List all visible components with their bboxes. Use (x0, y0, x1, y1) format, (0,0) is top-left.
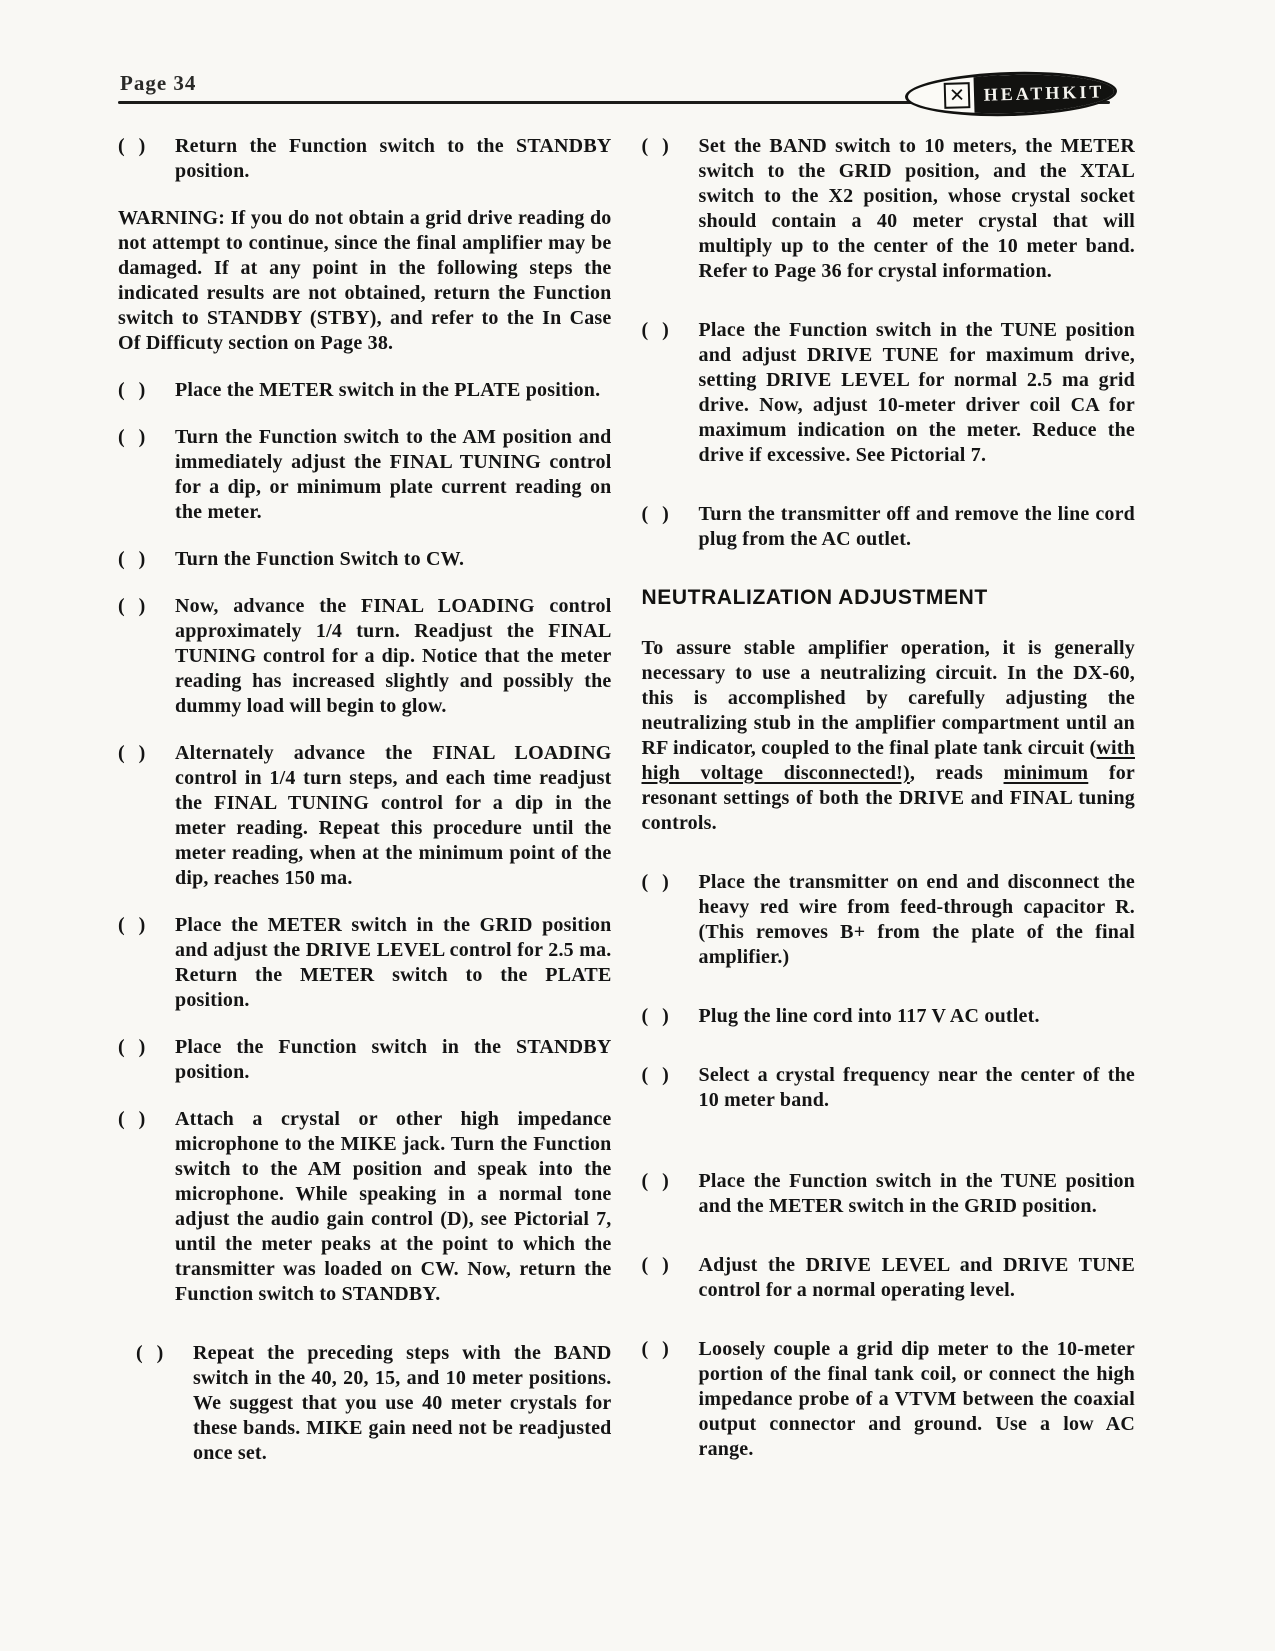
step-text: Attach a crystal or other high impedance microphone to the MIKE jack. Turn the Function switch to the AM position and speak into the microphone. While speaking in a normal tone adjust the audio gain control (D), see Pictorial 7, until the meter peaks at the point to which the transmitter was loaded on CW. Now, return the Function switch to STANDBY. (175, 1108, 612, 1305)
checklist-step (642, 1253, 1136, 1303)
checklist-step (118, 134, 612, 184)
step-text: Place the METER switch in the PLATE position. (175, 379, 601, 401)
checkbox[interactable]: ( ) (641, 503, 669, 525)
checkbox[interactable]: ( ) (641, 1064, 669, 1086)
checklist-step (118, 741, 612, 891)
step-text: Alternately advance the FINAL LOADING control in 1/4 turn steps, and each time readjust the FINAL TUNING control for a dip in the meter reading. Repeat this procedure until the meter reading, when at the minimum point of the dip, reaches 150 ma. (175, 742, 612, 889)
checkbox[interactable]: ( ) (641, 1005, 669, 1027)
checkbox[interactable]: ( ) (118, 135, 146, 157)
checklist-step (118, 1035, 612, 1085)
checkbox[interactable]: ( ) (136, 1342, 164, 1364)
checkbox[interactable]: ( ) (641, 135, 669, 157)
intro-text: for resonant settings of both the DRIVE and FINAL tuning controls. (641, 762, 1135, 834)
checklist-step (642, 1169, 1136, 1219)
checklist-step (642, 502, 1136, 552)
heathkit-logo (904, 69, 1117, 119)
checkbox[interactable]: ( ) (641, 1338, 669, 1360)
checkbox[interactable]: ( ) (118, 742, 146, 764)
warning-paragraph: WARNING: If you do not obtain a grid drive reading do not attempt to continue, since the final amplifier may be damaged. If at any point in the following steps the indicated results are not obtained, return the Function switch to STANDBY (STBY), and refer to the In Case Of Difficuty section on Page 38. (118, 207, 612, 354)
checkbox[interactable]: ( ) (118, 1108, 146, 1130)
step-text: Turn the Function Switch to CW. (175, 548, 465, 570)
checklist-step (118, 594, 612, 719)
logo-left-panel (908, 76, 975, 116)
step-text: Return the Function switch to the STANDBY position. (175, 135, 612, 182)
checklist-step (642, 1004, 1136, 1029)
step-text: Now, advance the FINAL LOADING control approximately 1/4 turn. Readjust the FINAL TUNING control for a dip. Notice that the meter reading has increased slightly and possibly the dummy load will begin to glow. (175, 595, 612, 717)
two-column-body (118, 134, 1135, 1488)
step-text: Adjust the DRIVE LEVEL and DRIVE TUNE control for a normal operating level. (698, 1254, 1135, 1301)
checkbox[interactable]: ( ) (118, 379, 146, 401)
checkbox[interactable]: ( ) (641, 319, 669, 341)
checklist-step (642, 318, 1136, 468)
step-text: Turn the Function switch to the AM position and immediately adjust the FINAL TUNING control for a dip, or minimum plate current reading on the meter. (175, 426, 612, 523)
checkbox[interactable]: ( ) (118, 595, 146, 617)
checkbox[interactable]: ( ) (641, 871, 669, 893)
left-column (118, 134, 612, 1488)
page-number: Page 34 (120, 71, 197, 95)
step-text: Plug the line cord into 117 V AC outlet. (698, 1005, 1040, 1027)
step-text: Turn the transmitter off and remove the line cord plug from the AC outlet. (698, 503, 1135, 550)
section-heading: NEUTRALIZATION ADJUSTMENT (641, 586, 988, 609)
step-text: Repeat the preceding steps with the BAND switch in the 40, 20, 15, and 10 meter positions. We suggest that you use 40 meter crystals for these bands. MIKE gain need not be readjusted once set. (193, 1342, 612, 1464)
step-text: Place the transmitter on end and disconnect the heavy red wire from feed-through capacitor R. (This removes B+ from the plate of the final amplifier.) (698, 871, 1135, 968)
intro-underlined-text: with high voltage disconnected!) (641, 737, 1135, 784)
checklist-step (118, 913, 612, 1013)
checkbox[interactable]: ( ) (118, 914, 146, 936)
step-text: Place the Function switch in the TUNE position and the METER switch in the GRID position. (698, 1170, 1135, 1217)
step-text: Set the BAND switch to 10 meters, the METER switch to the GRID position, and the XTAL switch to the X2 position, whose crystal socket should contain a 40 meter crystal that will multiply up to the center of the 10 meter band. Refer to Page 36 for crystal information. (698, 135, 1135, 282)
page-header (118, 58, 1135, 107)
checklist-step (118, 1341, 612, 1466)
checklist-step (118, 425, 612, 525)
intro-text: To assure stable amplifier operation, it is generally necessary to use a neutralizing circuit. In the DX-60, this is accomplished by carefully adjusting the neutralizing stub in the amplifier compartment until an RF indicator, coupled to the final plate tank circuit ( (641, 637, 1135, 759)
logo-wordmark: HEATHKIT (973, 72, 1114, 114)
checkbox[interactable]: ( ) (118, 1036, 146, 1058)
checklist-step (642, 1337, 1136, 1462)
checklist-step (118, 378, 612, 403)
right-column (642, 134, 1136, 1488)
checklist-step (118, 1107, 612, 1307)
checkbox[interactable]: ( ) (118, 426, 146, 448)
section-intro-paragraph (642, 636, 1136, 836)
step-text: Place the Function switch in the TUNE position and adjust DRIVE TUNE for maximum drive, setting DRIVE LEVEL for normal 2.5 ma grid drive. Now, adjust 10-meter driver coil CA for maximum indication on the meter. Reduce the drive if excessive. See Pictorial 7. (698, 319, 1135, 466)
logo-lens-icon: ✕ (944, 82, 971, 109)
step-text: Select a crystal frequency near the center of the 10 meter band. (698, 1064, 1135, 1111)
checkbox[interactable]: ( ) (641, 1254, 669, 1276)
checklist-step (642, 1063, 1136, 1113)
step-text: Loosely couple a grid dip meter to the 10-meter portion of the final tank coil, or connect the high impedance probe of a VTVM between the coaxial output connector and ground. Use a low AC range. (698, 1338, 1135, 1460)
step-text: Place the METER switch in the GRID position and adjust the DRIVE LEVEL control for 2.5 ma. Return the METER switch to the PLATE position. (175, 914, 612, 1011)
step-text: Place the Function switch in the STANDBY position. (175, 1036, 612, 1083)
checkbox[interactable]: ( ) (118, 548, 146, 570)
checkbox[interactable]: ( ) (641, 1170, 669, 1192)
intro-underlined-text: minimum (1003, 762, 1089, 784)
intro-text: , reads (909, 762, 1004, 784)
checklist-step (642, 870, 1136, 970)
checklist-step (642, 134, 1136, 284)
checklist-step (118, 547, 612, 572)
